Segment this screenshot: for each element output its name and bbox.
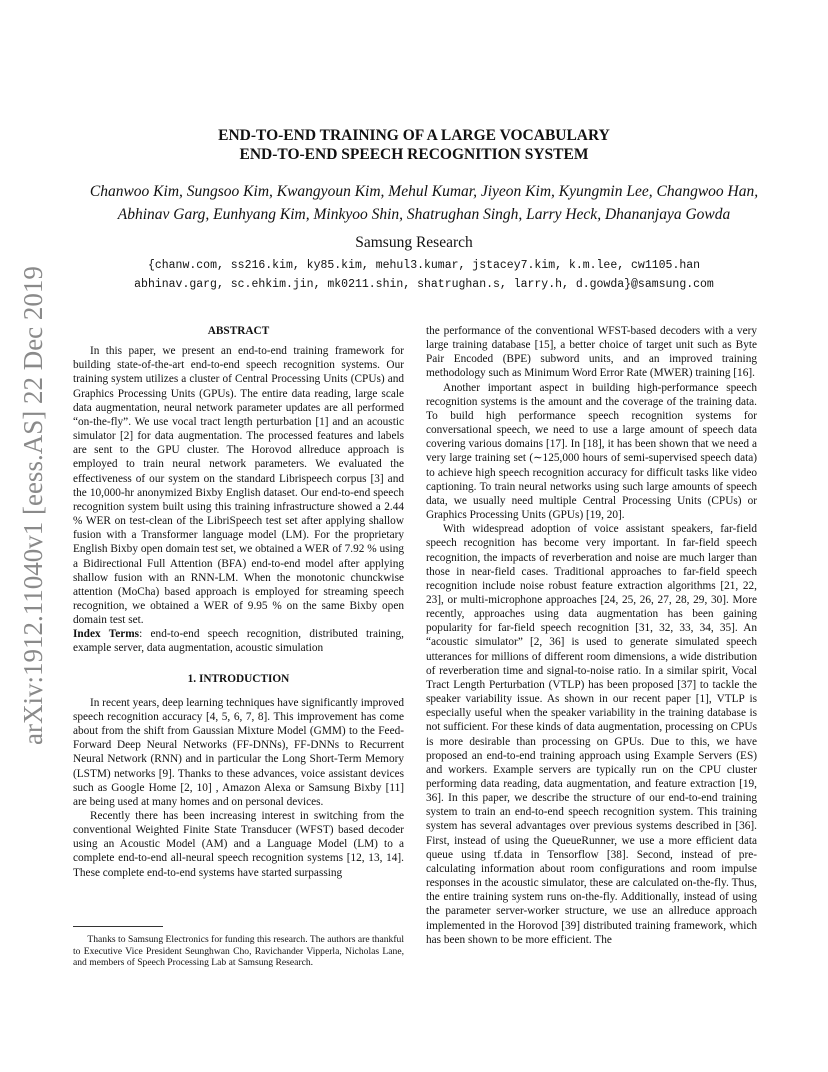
author-list — [60, 180, 788, 226]
index-terms-text: : end-to-end speech recognition, distributed training, example server, data augmentation, acoustic simulation — [73, 628, 405, 655]
footnote-text: Thanks to Samsung Electronics for funding this research. The authors are thankful to Executive Vice President Seunghwan Cho, Ravichander Vipperla, Nicholas Lane, and members of Speech Processing Lab at Samsung Research. — [73, 934, 404, 969]
authors-line-2: Abhinav Garg, Eunhyang Kim, Minkyoo Shin, Shatrughan Singh, Larry Heck, Dhananjaya Gowda — [117, 206, 731, 223]
authors-line-1: Chanwoo Kim, Sungsoo Kim, Kwangyoun Kim, Mehul Kumar, Jiyeon Kim, Kyungmin Lee, Changwoo Han, — [89, 183, 759, 200]
abstract-heading: ABSTRACT — [207, 325, 270, 337]
paper-title — [0, 126, 828, 164]
footnote-rule — [73, 926, 163, 927]
author-emails — [60, 256, 788, 294]
right-column — [426, 324, 757, 1024]
right-paragraph-1: the performance of the conventional WFST-based decoders with a very large training database [15], a better choice of target unit such as Byte Pair Encoded (BPE) subword units, and an improved training methodology such as Minimum Word Error Rate (MWER) training [16]. — [426, 325, 757, 380]
intro-paragraph-2: Recently there has been increasing interest in switching from the conventional Weighted Finite State Transducer (WFST) based decoder using an Acoustic Model (AM) and a Language Model (LM) to a complete end-to-end all-neural speech recognition systems [12, 13, 14]. These complete end-to-end systems have started surpassing — [73, 810, 404, 879]
arxiv-identifier[interactable]: arXiv:1912.11040v1 [eess.AS] 22 Dec 2019 — [18, 266, 48, 745]
intro-heading: 1. INTRODUCTION — [187, 672, 290, 685]
footnote — [73, 934, 404, 969]
index-terms — [73, 627, 404, 655]
left-column — [73, 324, 404, 1014]
abstract-text: In this paper, we present an end-to-end training framework for building state-of-the-art end-to-end speech recognition systems. Our training system utilizes a cluster of Central Processing Units (CPUs) and Graphics Processing Units (GPUs). The entire data reading, large scale data augmentation, neural network parameter updates are all performed “on-the-fly”. We use vocal tract length perturbation [1] and an acoustic simulator [2] for data augmentation. The processed features and labels are sent to the GPU cluster. The Horovod allreduce approach is employed to train neural network parameters. We evaluated the effectiveness of our system on the standard Librispeech corpus [3] and the 10,000-hr anonymized Bixby English dataset. Our end-to-end speech recognition system built using this training infrastructure showed a 2.44 % WER on test-clean of the LibriSpeech test set after applying shallow fusion with a Transformer language model (LM). For the proprietary English Bixby open domain test set, we obtained a WER of 7.92 % using a Bidirectional Full Attention (BFA) end-to-end model after applying shallow fusion with an RNN-LM. When the monotonic chunckwise attention (MoCha) based approach is employed for streaming speech recognition, we obtained a WER of 9.95 % on the same Bixby open domain test set. — [73, 345, 404, 627]
title-line-1: END-TO-END TRAINING OF A LARGE VOCABULARY — [218, 127, 610, 144]
intro-paragraph-1: In recent years, deep learning techniques have significantly improved speech recognition accuracy [4, 5, 6, 7, 8]. This improvement has come about from the shift from Gaussian Mixture Model (GMM) to the Feed-Forward Deep Neural Networks (FF-DNNs), FF-DNNs to Recurrent Neural Network (RNN) and in particular the Long Short-Term Memory (LSTM) networks [9]. Thanks to these advances, voice assistant devices such as Google Home [2, 10] , Amazon Alexa or Samsung Bixby [11] are being used at many homes and on personal devices. — [73, 696, 404, 808]
emails-line-1: {chanw.com, ss216.kim, ky85.kim, mehul3.kumar, jstacey7.kim, k.m.lee, cw1105.han — [147, 259, 701, 272]
emails-line-2: abhinav.garg, sc.ehkim.jin, mk0211.shin, shatrughan.s, larry.h, d.gowda}@samsung.com — [134, 278, 714, 291]
title-line-2: END-TO-END SPEECH RECOGNITION SYSTEM — [239, 146, 589, 163]
affiliation: Samsung Research — [355, 234, 473, 251]
right-paragraph-2: Another important aspect in building high-performance speech recognition systems is the amount and the coverage of the training data. To build high performance speech recognition systems for conversational speech, we need to use a large amount of speech data covering various domains [17]. In [18], it has been shown that we need a very large training set (∼125,000 hours of semi-supervised speech data) to achieve high speech recognition accuracy for difficult tasks like video captioning. To train neural networks using such large amounts of speech data, we usually need multiple Central Processing Units (CPUs) or Graphics Processing Units (GPUs) [19, 20]. — [426, 381, 757, 522]
arxiv-stamp — [14, 250, 50, 750]
right-paragraph-3: With widespread adoption of voice assistant speakers, far-field speech recognition has become very important. In far-field speech recognition, the impacts of reverberation and noise are much larger than those in near-field cases. Traditional approaches to far-field speech recognition include noise robust feature extraction algorithms [21, 22, 23], or multi-microphone approaches [24, 25, 26, 27, 28, 29, 30]. More recently, approaches using data augmentation has been gaining popularity for far-field speech recognition [31, 32, 33, 34, 35]. An “acoustic simulator” [2, 36] is used to generate simulated speech utterances for millions of different room dimensions, a wide distribution of reverberation time and signal-to-noise ratio. In a similar spirit, Vocal Tract Length Perturbation (VTLP) has been proposed [37] to tackle the speaker variability issue. As shown in our recent paper [1], VTLP is especially useful when the speaker variability in the training database is not sufficient. For these kinds of data augmentation, processing on CPUs is more desirable than processing on GPUs. Due to this, we have proposed an end-to-end training approach using Example Servers (ES) and workers. Example servers are typically run on the CPU cluster performing data reading, data augmentation, and feature extraction [19, 36]. In this paper, we describe the structure of our end-to-end training system to train an end-to-end speech recognition system. This training system has several advantages over previous systems described in [36]. First, instead of using the QueueRunner, we use a more efficient data queue using tf.data in Tensorflow [38]. Second, instead of pre-calculating information about room configurations and room impulse responses in the acoustic simulator, these are calculated on-the-fly. Thus, the entire training system runs on-the-fly. Additionally, instead of using the parameter server-worker structure, we use an allreduce approach implemented in the Horovod [39] distributed training framework, which has been shown to be more efficient. The — [426, 523, 757, 946]
index-terms-label: Index Terms — [73, 628, 140, 641]
